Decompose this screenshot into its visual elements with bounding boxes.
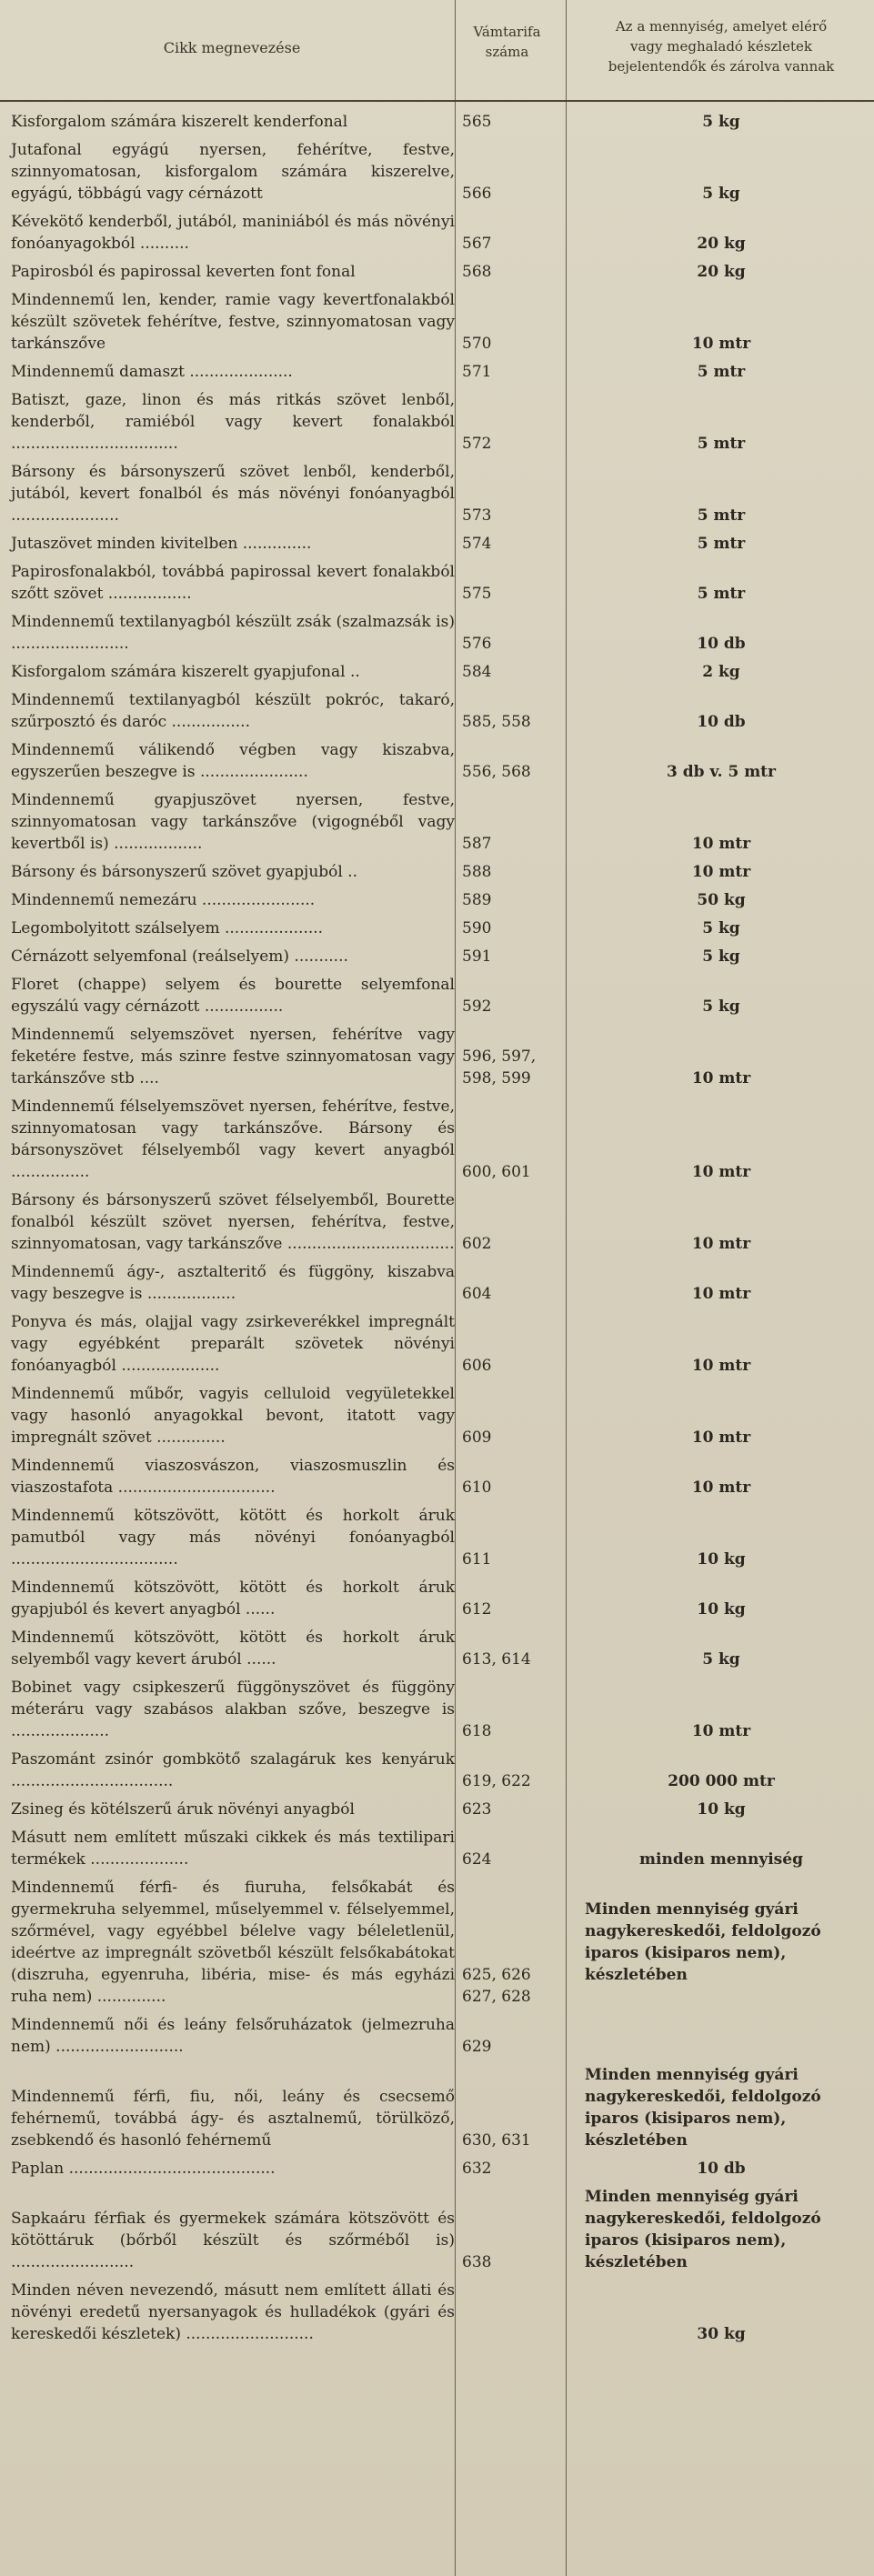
table-row: [0, 1455, 874, 1498]
tariff-number: 590: [462, 919, 492, 937]
quantity-threshold: 5 kg: [702, 947, 740, 966]
item-name: Mindennemű női és leány felsőruházatok (jelmezruha nem) ..........................: [11, 2016, 455, 2056]
tariff-number: 576: [462, 635, 492, 653]
table-row: [0, 1261, 874, 1305]
table-row: [0, 561, 874, 605]
item-name: Cérnázott selyemfonal (reálselyem) ...........: [11, 947, 348, 966]
tariff-number: 610: [462, 1478, 492, 1497]
quantity-threshold: 10 db: [697, 713, 746, 731]
table-row: [0, 461, 874, 526]
quantity-threshold: 10 mtr: [691, 1285, 751, 1303]
tariff-number: 609: [462, 1428, 492, 1447]
table-row: [0, 1827, 874, 1870]
quantity-threshold: 10 mtr: [691, 1428, 751, 1447]
table-row: [0, 1024, 874, 1089]
table-row: [0, 533, 874, 555]
table-row: [0, 1577, 874, 1620]
tariff-number: 618: [462, 1722, 492, 1740]
item-name: Bobinet vagy csipkeszerű függönyszövet és függöny méteráru vagy szabásos alakban szőve, beszegve is ....................: [11, 1679, 455, 1740]
quantity-threshold: 10 db: [697, 2160, 746, 2178]
tariff-number: 566: [462, 185, 492, 203]
quantity-threshold: 200 000 mtr: [668, 1772, 775, 1790]
tariff-number: 571: [462, 363, 492, 381]
item-name: Papirosból és papirossal keverten font fonal: [11, 263, 356, 281]
item-name: Mindennemű nemezáru .......................: [11, 891, 316, 909]
table-row: [0, 917, 874, 939]
quantity-threshold: Minden mennyiség gyári nagykereskedői, feldolgozó iparos (kisiparos nem), készletében: [585, 2066, 821, 2150]
quantity-threshold: 5 kg: [702, 185, 740, 203]
table-row: [0, 2064, 874, 2151]
item-name: Bársony és bársonyszerű szövet gyapjuból ..: [11, 863, 358, 881]
tariff-number: 556, 568: [462, 763, 531, 781]
item-name: Bársony és bársonyszerű szövet félselyemből, Bourette fonalból készült szövet nyersen, fehérítva, festve, szinnyomatosan, vagy tarkánszőve ..................................: [11, 1191, 455, 1253]
item-name: Mindennemű ágy-, asztalteritő és függöny, kiszabva vagy beszegve is ..................: [11, 1263, 455, 1303]
tariff-number: 584: [462, 663, 492, 681]
tariff-number: 638: [462, 2253, 492, 2271]
table-row: [0, 1096, 874, 1183]
item-name: Kisforgalom számára kiszerelt kenderfonal: [11, 113, 348, 131]
header-item-name: Cikk megnevezése: [163, 39, 301, 56]
quantity-threshold: Minden mennyiség gyári nagykereskedői, feldolgozó iparos (kisiparos nem), készletében: [585, 1900, 821, 1984]
item-name: Jutafonal egyágú nyersen, fehérítve, festve, szinnyomatosan, kisforgalom számára kiszerelve, egyágú, többágú vagy cérnázott: [11, 141, 455, 203]
quantity-threshold: 2 kg: [702, 663, 740, 681]
item-name: Batiszt, gaze, linon és más ritkás szövet lenből, kenderből, ramiéból vagy kevert fonalakból ..................................: [11, 391, 455, 453]
table-row: [0, 1505, 874, 1570]
item-name: Másutt nem említett műszaki cikkek és más textilipari termékek ....................: [11, 1829, 455, 1869]
tariff-number: 574: [462, 535, 492, 553]
table-row: [0, 1877, 874, 2008]
quantity-threshold: 30 kg: [697, 2325, 746, 2343]
item-name: Legombolyitott szálselyem ....................: [11, 919, 324, 937]
quantity-threshold: Minden mennyiség gyári nagykereskedői, feldolgozó iparos (kisiparos nem), készletében: [585, 2188, 821, 2271]
item-name: Mindennemű válikendő végben vagy kiszabva, egyszerűen beszegve is ......................: [11, 741, 455, 781]
quantity-threshold: 10 kg: [697, 1800, 746, 1819]
tariff-number: 619, 622: [462, 1772, 531, 1790]
tariff-number: 575: [462, 585, 492, 603]
header-tariff-number: Vámtarifa száma: [473, 24, 541, 60]
item-name: Sapkaáru férfiak és gyermekek számára kötszövött és kötöttáruk (bőrből készült és szőrméből is) .........................: [11, 2210, 455, 2271]
table-row: [0, 611, 874, 655]
quantity-threshold: 10 kg: [697, 1550, 746, 1569]
tariff-number: 630, 631: [462, 2131, 531, 2150]
table-row: [0, 139, 874, 205]
table-row: [0, 389, 874, 455]
table-row: [0, 946, 874, 967]
tariff-number: 570: [462, 335, 492, 353]
tariff-number: 625, 626 627, 628: [462, 1966, 531, 2006]
table-row: [0, 289, 874, 355]
item-name: Papirosfonalakból, továbbá papirossal kevert fonalakból szőtt szövet .................: [11, 563, 455, 603]
item-name: Mindennemű damaszt .....................: [11, 363, 293, 381]
tariff-number: 588: [462, 863, 492, 881]
item-name: Paszománt zsinór gombkötő szalagáruk kes kenyáruk .................................: [11, 1750, 455, 1790]
tariff-number: 629: [462, 2038, 492, 2056]
tariff-number: 567: [462, 235, 492, 253]
item-name: Paplan ..........................................: [11, 2160, 276, 2178]
tariff-number: 573: [462, 506, 492, 525]
table-row: [0, 789, 874, 855]
item-name: Bársony és bársonyszerű szövet lenből, kenderből, jutából, kevert fonalból és más növényi fonóanyagból ......................: [11, 463, 455, 525]
table-row: [0, 689, 874, 733]
tariff-number: 591: [462, 947, 492, 966]
quantity-threshold: 20 kg: [697, 263, 746, 281]
tariff-number: 624: [462, 1850, 492, 1869]
item-name: Kévekötő kenderből, jutából, maniniából és más növényi fonóanyagokból ..........: [11, 213, 455, 253]
table-row: [0, 861, 874, 883]
item-name: Mindennemű len, kender, ramie vagy kevertfonalakból készült szövetek fehérítve, festve, szinnyomatosan vagy tarkánszőve: [11, 291, 455, 353]
table-row: [0, 1383, 874, 1448]
quantity-threshold: 5 kg: [702, 997, 740, 1016]
tariff-number: 572: [462, 435, 492, 453]
item-name: Kisforgalom számára kiszerelt gyapjufonal ..: [11, 663, 360, 681]
tariff-number: 585, 558: [462, 713, 531, 731]
quantity-threshold: 50 kg: [697, 891, 746, 909]
table-row: [0, 2186, 874, 2273]
item-name: Floret (chappe) selyem és bourette selyemfonal egyszálú vagy cérnázott ................: [11, 976, 455, 1016]
quantity-threshold: 10 mtr: [691, 835, 751, 853]
table-body: [0, 111, 874, 2351]
tariff-number: 612: [462, 1600, 492, 1619]
quantity-threshold: 10 mtr: [691, 335, 751, 353]
quantity-threshold: 5 kg: [702, 1650, 740, 1669]
item-name: Mindennemű kötszövött, kötött és horkolt áruk pamutból vagy más növényi fonóanyagból ..................................: [11, 1507, 455, 1569]
table-row: [0, 1677, 874, 1742]
quantity-threshold: minden mennyiség: [639, 1850, 803, 1869]
item-name: Minden néven nevezendő, másutt nem említett állati és növényi eredetű nyersanyagok és hulladékok (gyári és kereskedői készletek) ..........................: [11, 2281, 455, 2343]
table-row: [0, 2014, 874, 2058]
table-row: [0, 261, 874, 283]
table-row: [0, 2280, 874, 2345]
item-name: Mindennemű félselyemszövet nyersen, fehérítve, festve, szinnyomatosan vagy tarkánszőve. Bársony és bársonyszövet félselyemből vagy kevert anyagból ................: [11, 1098, 455, 1181]
quantity-threshold: 10 mtr: [691, 1069, 751, 1088]
quantity-threshold: 5 mtr: [697, 363, 746, 381]
quantity-threshold: 20 kg: [697, 235, 746, 253]
item-name: Jutaszövet minden kivitelben ..............: [11, 535, 312, 553]
tariff-number: 602: [462, 1235, 492, 1253]
table-row: [0, 361, 874, 383]
tariff-number: 589: [462, 891, 492, 909]
quantity-threshold: 5 kg: [702, 919, 740, 937]
tariff-number: 600, 601: [462, 1163, 531, 1181]
item-name: Mindennemű férfi- és fiuruha, felsőkabát és gyermekruha selyemmel, műselyemmel v. félselyemmel, szőrmével, vagy egyébbel bélelve vagy béleletlenül, ideértve az impregnált szövetből készült felsőkabátokat (diszruha, egyenruha, libéria, mise- és más egyházi ruha nem) ..............: [11, 1879, 455, 2006]
table-row: [0, 1311, 874, 1377]
tariff-number: 613, 614: [462, 1650, 531, 1669]
table-row: [0, 889, 874, 911]
table-row: [0, 2158, 874, 2180]
table-row: [0, 1799, 874, 1820]
tariff-number: 587: [462, 835, 492, 853]
item-name: Mindennemű férfi, fiu, női, leány és csecsemő fehérnemű, továbbá ágy- és asztalnemű, törülköző, zsebkendő és hasonló fehérnemű: [11, 2088, 455, 2150]
quantity-threshold: 5 mtr: [697, 435, 746, 453]
tariff-number: 596, 597, 598, 599: [462, 1047, 537, 1088]
quantity-threshold: 10 mtr: [691, 1478, 751, 1497]
item-name: Mindennemű műbőr, vagyis celluloid vegyületekkel vagy hasonló anyagokkal bevont, itatott vagy impregnált szövet ..............: [11, 1385, 455, 1447]
item-name: Mindennemű gyapjuszövet nyersen, festve, szinnyomatosan vagy tarkánszőve (vigognéből vagy kevertből is) ..................: [11, 791, 455, 853]
tariff-number: 592: [462, 997, 492, 1016]
header-quantity: Az a mennyiség, amelyet elérő vagy meghaladó készletek bejelentendők és zárolva vannak: [608, 18, 835, 75]
item-name: Zsineg és kötélszerű áruk növényi anyagból: [11, 1800, 355, 1819]
tariff-number: 606: [462, 1357, 492, 1375]
header-rule: [0, 100, 874, 102]
item-name: Mindennemű textilanyagból készült pokróc, takaró, szűrposztó és daróc ................: [11, 691, 455, 731]
table-row: [0, 661, 874, 683]
item-name: Mindennemű viaszosvászon, viaszosmuszlin és viaszostafota ................................: [11, 1457, 455, 1497]
quantity-threshold: 10 mtr: [691, 1722, 751, 1740]
tariff-number: 623: [462, 1800, 492, 1819]
quantity-threshold: 5 kg: [702, 113, 740, 131]
quantity-threshold: 10 kg: [697, 1600, 746, 1619]
quantity-threshold: 10 db: [697, 635, 746, 653]
table-row: [0, 1627, 874, 1670]
table-header: [0, 0, 874, 102]
item-name: Mindennemű selyemszövet nyersen, fehérítve vagy feketére festve, más szinre festve szinnyomatosan vagy tarkánszőve stb ....: [11, 1026, 455, 1088]
quantity-threshold: 5 mtr: [697, 535, 746, 553]
table-row: [0, 211, 874, 255]
quantity-threshold: 10 mtr: [691, 863, 751, 881]
quantity-threshold: 10 mtr: [691, 1235, 751, 1253]
tariff-number: 568: [462, 263, 492, 281]
item-name: Mindennemű textilanyagból készült zsák (szalmazsák is) ........................: [11, 613, 455, 653]
quantity-threshold: 10 mtr: [691, 1357, 751, 1375]
item-name: Mindennemű kötszövött, kötött és horkolt áruk selyemből vagy kevert áruból ......: [11, 1629, 455, 1669]
table-row: [0, 974, 874, 1017]
quantity-threshold: 3 db v. 5 mtr: [667, 763, 776, 781]
tariff-number: 632: [462, 2160, 492, 2178]
item-name: Ponyva és más, olajjal vagy zsirkeverékkel impregnált vagy egyébként preparált szövetek növényi fonóanyagból ....................: [11, 1313, 455, 1375]
table-row: [0, 1189, 874, 1255]
tariff-number: 604: [462, 1285, 492, 1303]
table-row: [0, 1749, 874, 1792]
tariff-number: 611: [462, 1550, 492, 1569]
table-row: [0, 111, 874, 133]
quantity-threshold: 5 mtr: [697, 585, 746, 603]
item-name: Mindennemű kötszövött, kötött és horkolt áruk gyapjuból és kevert anyagból ......: [11, 1579, 455, 1619]
tariff-number: 565: [462, 113, 492, 131]
quantity-threshold: 5 mtr: [697, 506, 746, 525]
table-row: [0, 739, 874, 783]
quantity-threshold: 10 mtr: [691, 1163, 751, 1181]
